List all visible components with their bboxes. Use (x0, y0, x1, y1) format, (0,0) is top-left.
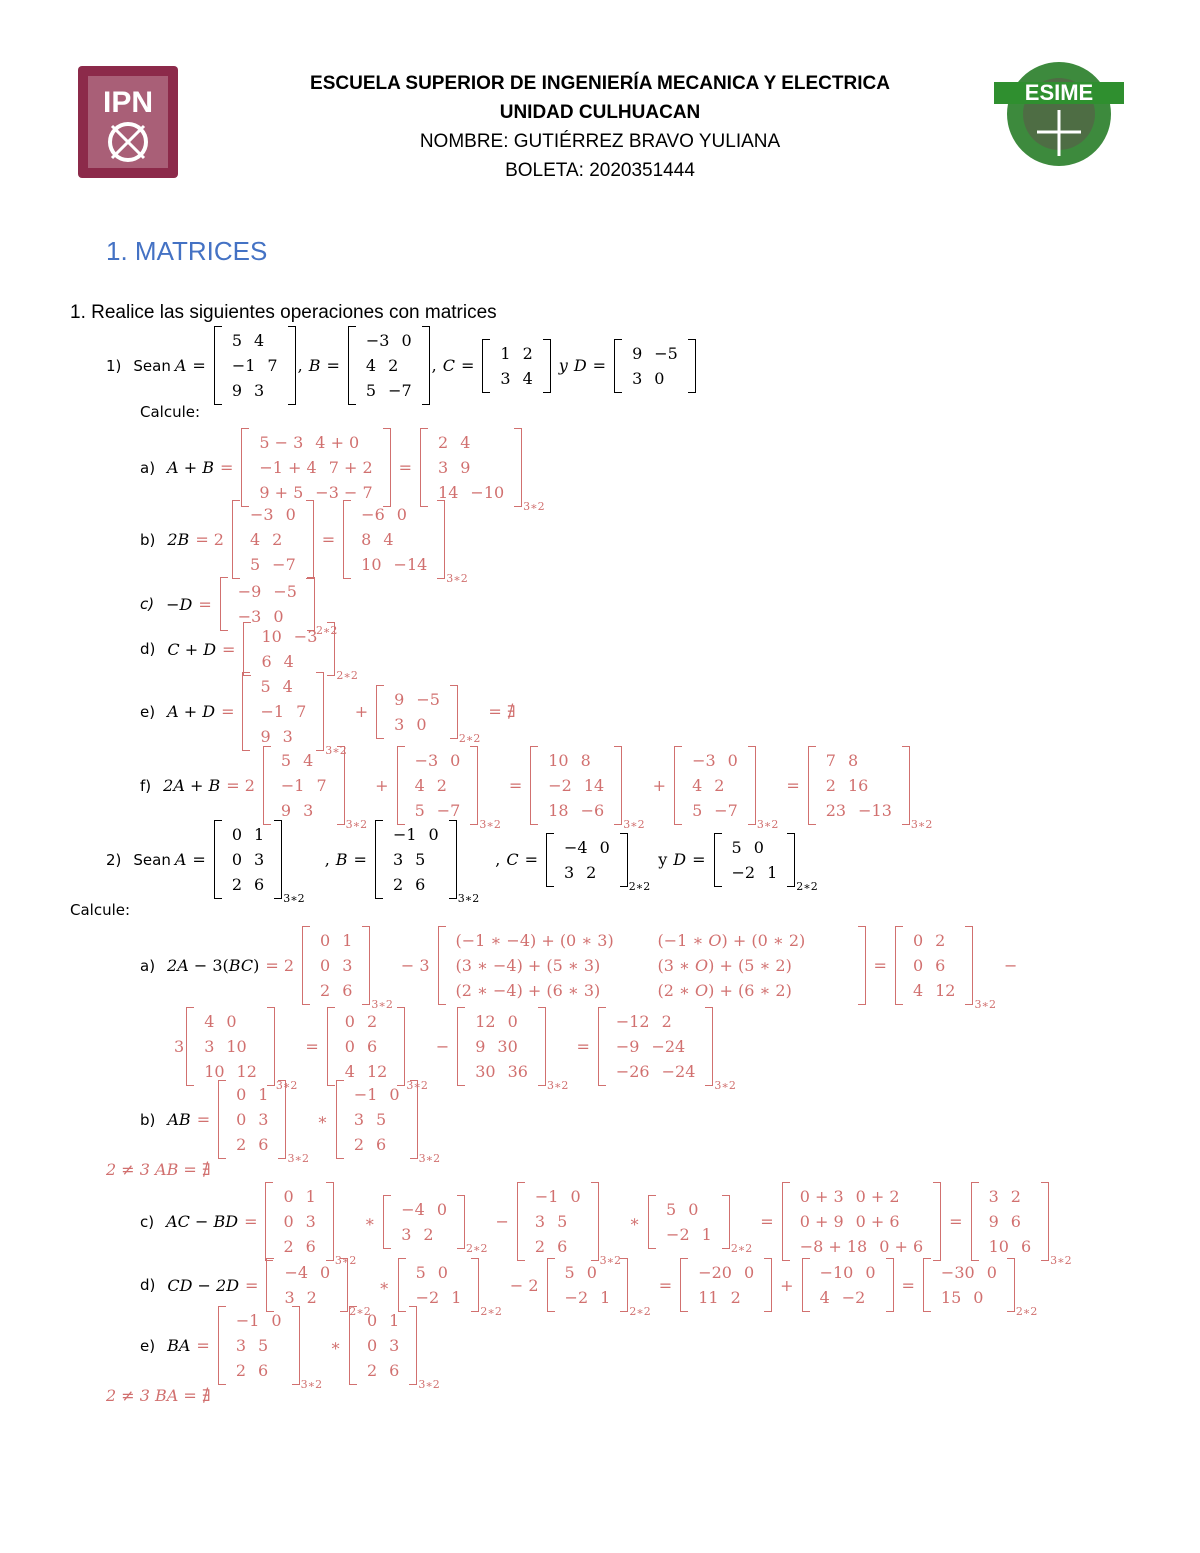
problem1-label: 1) (106, 356, 122, 375)
answer-2c: c) AC − BD = 0 1 0 3 2 6 3∗2 ∗ −4 0 3 2 2∗2 − −1 0 3 5 2 6 3∗2 ∗ 5 0 −2 1 2∗2 = 0 + 3 0 + 2 0 + 9 0 + 6 −8 + 18 0 + 6 = 3 2 9 6 10 6 3∗2 (140, 1182, 1074, 1261)
answer-2d: d) CD − 2D = −4 0 3 2 2∗2 ∗ 5 0 −2 1 2∗2 − 2 5 0 −2 1 2∗2 = −20 0 11 2 + −10 0 4 −2 = −30 0 15 0 2∗2 (140, 1258, 1039, 1312)
calcule-1: Calcule: (140, 403, 201, 421)
answer-1b: b) 2B = 2 −3 0 4 2 5 −7 = −6 0 8 4 10 −14 3∗2 (140, 500, 470, 579)
matrix-b: −3 0 4 2 5 −7 (348, 326, 430, 405)
problem1-definition: 1) Sean A = 5 4 −1 7 9 3 , B = −3 0 4 2 5 −7 , C = 1 2 3 4 y D = 9 −5 3 0 (106, 326, 698, 405)
matrix-c: 1 2 3 4 (482, 339, 550, 393)
answer-1a: a) A + B = 5 − 3 4 + 0 −1 + 4 7 + 2 9 + 5 −3 − 7 = 2 4 3 9 14 −10 3∗2 (140, 428, 547, 507)
answer-1f: f) 2A + B = 2 5 4 −1 7 9 3 3∗2 + −3 0 4 2 5 −7 3∗2 = 10 8 −2 14 18 −6 3∗2 + −3 0 4 2 5 −7 3∗2 = 7 8 2 16 23 −13 3∗2 (140, 746, 934, 825)
no-exist-ba: 2 ≠ 3 BA = ∄ (106, 1386, 211, 1405)
matrix-d: 9 −5 3 0 (614, 339, 696, 393)
answer-2e: e) BA = −1 0 3 5 2 6 3∗2 ∗ 0 1 0 3 2 6 3∗2 (140, 1306, 442, 1385)
ipn-logo (72, 60, 184, 185)
answer-1c: c) −D = −9 −5 −3 0 2∗2 (140, 577, 339, 631)
instruction: 1. Realice las siguientes operaciones con matrices (70, 302, 497, 323)
answer-2a: a) 2A − 3( BC ) = 2 0 1 0 3 2 6 3∗2 − 3 (−1 ∗ −4) + (0 ∗ 3) (−1 ∗ O) + (0 ∗ 2) (3 ∗ −4) + (5 ∗ 3) (3 ∗ O) + (5 ∗ 2) (2 ∗ −4) + (6 ∗ 3) (2 ∗ O) + (6 ∗ 2) = 0 2 0 6 4 12 3∗2 − (140, 926, 1023, 1005)
answer-2a-cont: 3 4 0 3 10 10 12 3∗2 = 0 2 0 6 4 12 3∗2 − 12 0 9 30 30 36 3∗2 = −12 2 −9 −24 −26 −24 3∗2 (174, 1007, 738, 1086)
answer-2b: b) AB = 0 1 0 3 2 6 3∗2 ∗ −1 0 3 5 2 6 3∗2 (140, 1080, 442, 1159)
student-boleta: BOLETA: 2020351444 (505, 160, 695, 181)
school-name: ESCUELA SUPERIOR DE INGENIERÍA MECANICA Y ELECTRICA (310, 73, 890, 94)
answer-1d: d) C + D = 10 −3 6 4 2∗2 (140, 622, 360, 676)
unit-name: UNIDAD CULHUACAN (499, 102, 701, 123)
svg-text:IPN: IPN (102, 86, 154, 119)
esime-logo (992, 52, 1126, 174)
matrix-a: 5 4 −1 7 9 3 (214, 326, 296, 405)
no-exist-ab: 2 ≠ 3 AB = ∄ (106, 1160, 211, 1179)
student-name: NOMBRE: GUTIÉRREZ BRAVO YULIANA (419, 131, 781, 152)
svg-text:ESIME: ESIME (1024, 80, 1094, 105)
calcule-2: Calcule: (70, 901, 131, 919)
section-title: 1. MATRICES (106, 236, 268, 266)
problem2-definition: 2) Sean A = 0 1 0 3 2 6 3∗2 , B = −1 0 3 5 2 6 3∗2 , C = −4 0 3 2 2∗2 y D = 5 0 −2 1 2∗2 (106, 820, 820, 899)
problem2-label: 2) (106, 850, 122, 869)
answer-1e: e) A + D = 5 4 −1 7 9 3 3∗2 + 9 −5 3 0 2∗2 = ∄ (140, 672, 522, 751)
